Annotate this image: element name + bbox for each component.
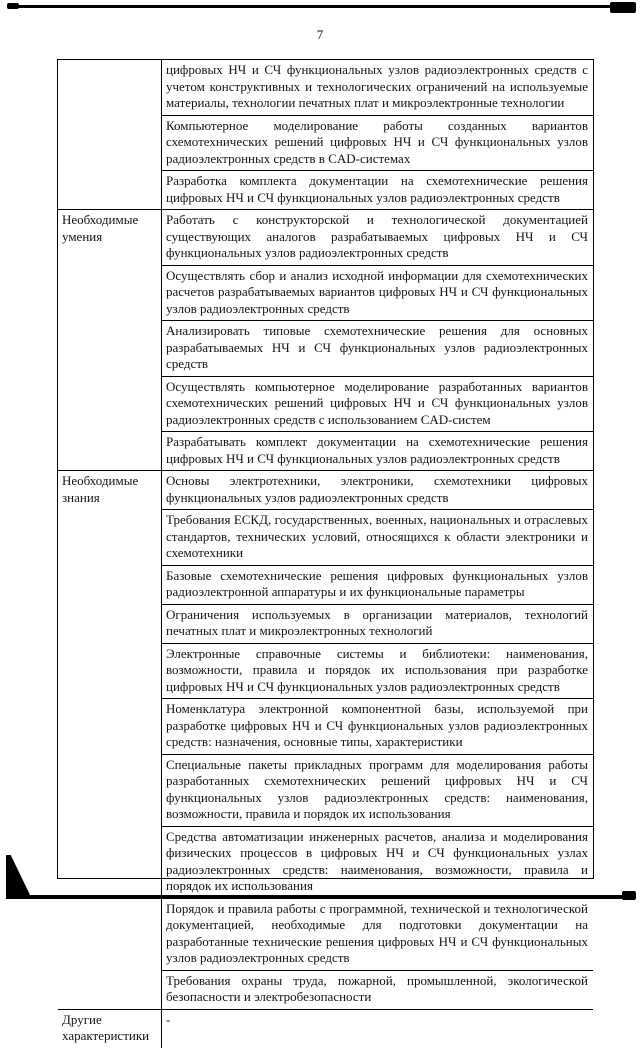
row-items	[162, 1010, 593, 1048]
table-cell: Порядок и правила работы с программной, технической и технологической документацией, необходимые для подготовки документации на разработанные технические решения цифровых НЧ и СЧ функциональных узлов радиоэлектронных средств	[162, 898, 593, 970]
table-cell: Требования охраны труда, пожарной, промышленной, экологической безопасности и электробезопасности	[162, 970, 593, 1009]
scan-artifact-top-right	[610, 2, 636, 13]
row-items	[162, 471, 593, 1009]
table-cell: Электронные справочные системы и библиотеки: наименования, возможности, правила и порядок их использования при разработке цифровых НЧ и СЧ функциональных узлов радиоэлектронных средств	[162, 643, 593, 699]
table-row	[58, 209, 593, 470]
table-cell: Анализировать типовые схемотехнические решения для основных разрабатываемых НЧ и СЧ функциональных узлов радиоэлектронных средств	[162, 320, 593, 376]
table-cell: Осуществлять компьютерное моделирование разработанных вариантов схемотехнических решений цифровых НЧ и СЧ функциональных узлов радиоэлектронных средств с использованием CAD-систем	[162, 376, 593, 432]
table-cell: Требования ЕСКД, государственных, военных, национальных и отраслевых стандартов, технических условий, относящихся к области электроники и схемотехники	[162, 509, 593, 565]
table-cell: Основы электротехники, электроники, схемотехники цифровых функциональных узлов радиоэлектронных средств	[166, 473, 588, 505]
table-cell: цифровых НЧ и СЧ функциональных узлов радиоэлектронных средств с учетом конструктивных и технологических ограничений на используемые материалы, технологии печатных плат и микроэлектронные технологии	[166, 62, 588, 110]
table-cell: Компьютерное моделирование работы созданных вариантов схемотехнических решений цифровых НЧ и СЧ функциональных узлов радиоэлектронных средств в CAD-системах	[162, 115, 593, 171]
row-label: Необходимые знания	[58, 471, 162, 1009]
table-row	[58, 60, 593, 209]
table-cell: -	[166, 1011, 171, 1027]
scan-artifact-top-left	[7, 3, 19, 9]
table-cell: Средства автоматизации инженерных расчетов, анализа и моделирования физических процессов в цифровых НЧ и СЧ функциональных узлах радиоэлектронных средств: наименования, возможности, правила и порядок их использования	[162, 826, 593, 898]
table-cell: Ограничения используемых в организации материалов, технологий печатных плат и микроэлектронных технологий	[162, 604, 593, 643]
table-cell: Осуществлять сбор и анализ исходной информации для схемотехнических расчетов разрабатываемых вариантов цифровых НЧ и СЧ функциональных узлов радиоэлектронных средств	[162, 265, 593, 321]
row-label: Другие характеристики	[58, 1010, 162, 1048]
table-cell: Специальные пакеты прикладных программ для моделирования работы разработанных схемотехнических решений цифровых НЧ и СЧ функциональных узлов радиоэлектронных средств: наименования, возможности, правила и порядок их использования	[162, 754, 593, 826]
table-cell: Разработка комплекта документации на схемотехнические решения цифровых НЧ и СЧ функциональных узлов радиоэлектронных средств	[162, 170, 593, 209]
row-label	[58, 60, 162, 209]
scan-artifact-bottom-right	[622, 891, 636, 900]
row-label: Необходимые умения	[58, 210, 162, 470]
scan-artifact-bottom-left	[6, 855, 32, 899]
requirements-table	[57, 59, 594, 1043]
table-row	[58, 1009, 593, 1048]
scan-artifact-top-line	[12, 5, 630, 8]
table-cell: Работать с конструкторской и технологической документацией существующих аналогов разрабатываемых цифровых НЧ и СЧ функциональных узлов радиоэлектронных средств	[166, 212, 588, 260]
table-cell: Номенклатура электронной компонентной базы, используемой при разработке цифровых НЧ и СЧ функциональных узлов радиоэлектронных средств: назначения, основные типы, характеристики	[162, 698, 593, 754]
row-items	[162, 60, 593, 209]
page-number: 7	[316, 27, 324, 42]
table-row	[58, 470, 593, 1009]
table-cell: Разрабатывать комплект документации на схемотехнические решения цифровых НЧ и СЧ функциональных узлов радиоэлектронных средств	[162, 431, 593, 470]
table-cell: Базовые схемотехнические решения цифровых функциональных узлов радиоэлектронной аппаратуры и их функциональные параметры	[162, 565, 593, 604]
row-items	[162, 210, 593, 470]
